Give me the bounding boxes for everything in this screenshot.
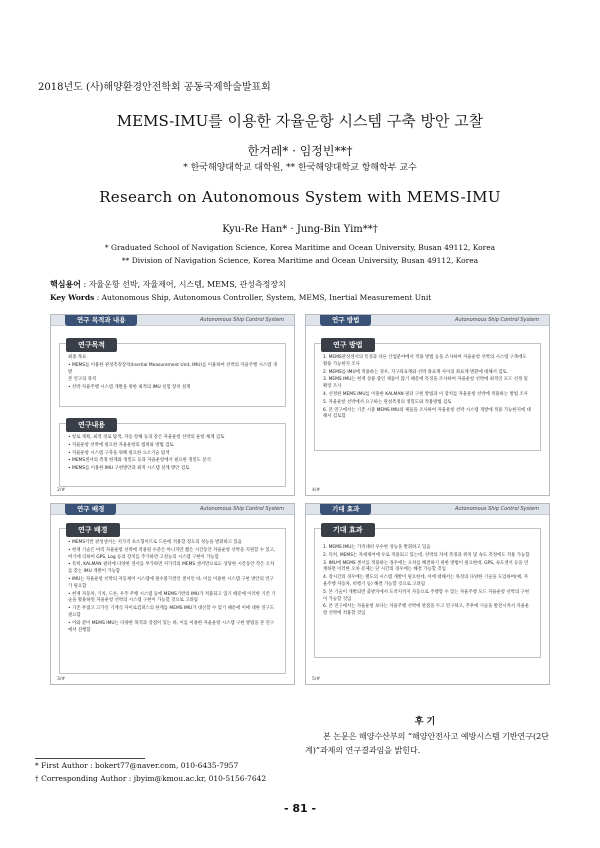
footnote-corresponding-author: † Corresponding Author : jbyim@kmou.ac.kr, 010-5156-7642 bbox=[35, 774, 267, 783]
section-body bbox=[60, 424, 285, 478]
list-item: • 자율운항 시스템 구축을 위해 필요한 요소기술 탐색 bbox=[68, 450, 170, 456]
authors-english: Kyu-Re Han* · Jung-Bin Yim**† bbox=[222, 224, 378, 235]
slide-tab: 기대 효과 bbox=[320, 504, 371, 515]
list-item: • 현재 기술은 아직 자율운항 선박에 적용될 수준은 아니지만 짧은 시간동안 자율운항 선박을 지원할 수 있고, 여기에 더하여 GPS, Log 등의 장치를 추가하면 고성능의 시스템 구현이 가능함 bbox=[68, 547, 276, 560]
affiliation-english-2: ** Division of Navigation Science, Korea Maritime and Ocean University, Busan 49112, Korea bbox=[121, 256, 479, 265]
list-item: 3. IMU에 MEMS 센서를 적용하는 경우에는 오차를 해결하기 위한 방법이 필요한데, GPS, 속도센서 등을 연계하면 이러한 오차 문제는 단 시간의 경우에는 해결 가능할 것임 bbox=[323, 560, 529, 573]
list-item: 1. MEMS IMU는 가격대비 우수한 성능을 발휘하고 있음 bbox=[323, 545, 431, 550]
keywords-korean-label: 핵심용어 bbox=[50, 279, 81, 289]
list-item: 1. MEMS관성센서의 특징과 다른 산업분야에서 적용 방법 등을 조사하여 자율운항 선박의 시스템 구축에도 활용 가능한지 조사 bbox=[323, 355, 527, 367]
list-item: • MEMS를 이용한 관성측정장치(Inertial Measurement Unit, IMU)를 이용하여 선박의 자율주행 시스템 개발 bbox=[68, 362, 277, 375]
list-item: 6. 본 연구에서는 기존 시중 MEMS IMU의 제품을 조사하여 자율운항 선박 시스템 개발에 적용 가능한지에 대해서 검토함 bbox=[323, 407, 531, 420]
slide-purpose-content bbox=[50, 314, 295, 496]
list-item: 4. 선정한 MEMS IMU를 이용한 KALMAN 필터 구현 방법과 이 장치를 자율운항 선박에 적용하는 방법 조사 bbox=[323, 391, 528, 397]
list-item: • 이와 같이 MEMS IMU는 다양한 목적과 장점이 있는 바, 이를 이용한 자율운항 시스템 구현 방법을 본 연구에서 진행함 bbox=[68, 620, 275, 633]
section-body bbox=[60, 529, 285, 639]
slide-page-number: 3/# bbox=[57, 677, 66, 682]
keywords-english-text: : Autonomous Ship, Autonomous Controller, System, MEMS, Inertial Measurement Unit bbox=[94, 293, 432, 302]
list-item: • IMU는 자율운항 선박의 자동제어 시스템에 필수불가결인 센서인 바, 이를 이용한 시스템 구현 방안의 연구가 필요함 bbox=[68, 576, 274, 589]
list-item: 6. 본 연구에서는 자율운항 보다는 자율주행 선박에 관점을 두고 연구하고, 추후에 기술을 발전시켜서 자율운항 선박에 적용할 것임 bbox=[323, 604, 530, 617]
section-heading: 연구 방법 bbox=[321, 338, 375, 352]
section-research-background bbox=[59, 528, 286, 674]
slide-tab: 연구 목적과 내용 bbox=[65, 315, 137, 326]
section-heading: 기대 효과 bbox=[321, 523, 375, 537]
keywords-english-label: Key Words bbox=[50, 293, 95, 302]
section-research-method bbox=[314, 343, 541, 451]
slide-tab: 연구 방법 bbox=[320, 315, 371, 326]
list-item: 2. 특히, MEMS는 자세제어에 우로 적용되고 있는데, 선박의 자세 측정과 위치 및 속도 측정에도 적용 가능함 bbox=[323, 552, 530, 558]
section-heading: 연구 배경 bbox=[66, 523, 120, 537]
list-item: 3. MEMS IMU는 현재 상용 중인 제품이 많기 때문에 특징을 조사하여 자율운항 선박에 최적인 모드 선정 및 확장 조사 bbox=[323, 377, 528, 390]
acknowledgement-text: 본 논문은 해양수산부의 “해양안전사고 예방시스템 기반연구(2단계)”과제의 연구결과임을 밝힌다. bbox=[305, 732, 549, 755]
slide-background bbox=[50, 503, 295, 685]
list-item: • 현재 자동차, 기차, 드론, 우주 주행 시스템 등에 MEMS기반의 IMU가 적용되고 있기 때문에 이러한 기존 기술을 활용하면 자율운항 선박의 시스템 구현이 가능할 것으로 고려됨 bbox=[68, 591, 276, 604]
conference-name: 2018년도 (사)해양환경안전학회 공동국제학술발표회 bbox=[38, 82, 271, 93]
section-heading: 연구목적 bbox=[66, 338, 117, 352]
keywords-english bbox=[50, 293, 431, 302]
section-body bbox=[315, 529, 540, 623]
title-english: Research on Autonomous System with MEMS-IMU bbox=[99, 188, 501, 206]
section-expected-effects bbox=[314, 528, 541, 658]
list-item: 최종 목표 bbox=[68, 355, 87, 360]
list-item: 5. 자율운항 선박에서 요구하는 관성측정의 정밀도와 적용방법 검토 bbox=[323, 399, 452, 405]
section-heading: 연구내용 bbox=[66, 418, 117, 432]
footnote-divider bbox=[35, 758, 145, 759]
acknowledgement-title: 후 기 bbox=[414, 717, 436, 727]
slide-brand: Autonomous Ship Control System bbox=[454, 506, 539, 512]
list-item: 2. MEMS를 IMU에 적용하는 경우, 지구좌표계와 선박 좌표계 사이의 좌표계 변환에 대해서 검토 bbox=[323, 369, 507, 375]
slide-page-number: 2/# bbox=[57, 488, 66, 493]
slide-brand: Autonomous Ship Control System bbox=[454, 317, 539, 323]
slide-header-bar bbox=[51, 504, 294, 515]
keywords-korean-text: : 자율운항 선박, 자율제어, 시스템, MEMS, 관성측정장치 bbox=[80, 280, 286, 289]
list-item: • 특히, KALMAN 필터에 다양한 센서를 부가하면 저가격의 MEMS 센서만으로도 상당한 시간동안 작은 오차를 갖는 IMU 개발이 가능함 bbox=[68, 562, 275, 575]
list-item: 본 연구의 목적 bbox=[68, 377, 97, 383]
list-item: • MEMS기반 관성센서는 저가격 초소형이므로 드론에 적용할 정도의 성능을 발휘하고 있음 bbox=[68, 540, 242, 545]
list-item: • 자율운항 선박에 필요한 자율운항의 범위와 방법 검토 bbox=[68, 442, 174, 448]
slide-header-bar bbox=[306, 504, 549, 515]
section-research-purpose bbox=[59, 343, 286, 407]
list-item: 4. 장시간의 경우에는 별도의 시스템 개발이 필요한데, 이에 대해서는 목성의 다양한 기술을 도입하여(예, 자율주행 자동차, 비행기 등) 해결 가능할 것으로 고려됨 bbox=[323, 575, 528, 587]
footnote-first-author: * First Author : bokert77@naver.com, 010-6435-7957 bbox=[35, 761, 239, 770]
keywords-korean bbox=[50, 279, 286, 290]
authors-korean: 한겨레* · 임정빈**† bbox=[247, 144, 353, 158]
slide-page-number: 4/# bbox=[312, 488, 321, 493]
list-item: 5. 본 기술이 개발되면 출발지에서 도착지까지 자동으로 주행할 수 있는 자율주행 모드 자율운항 선박의 구현이 가능할 것임 bbox=[323, 589, 530, 602]
section-body bbox=[315, 344, 540, 426]
slide-method bbox=[305, 314, 550, 496]
slide-brand: Autonomous Ship Control System bbox=[199, 317, 284, 323]
list-item: • 선박 자율주행 시스템 개발을 위한 최적의 IMU 실험 장치 설계 bbox=[68, 385, 191, 391]
slide-header-bar bbox=[51, 315, 294, 326]
affiliation-english-1: * Graduated School of Navigation Science, Korea Maritime and Ocean University, Busan 49112, Korea bbox=[104, 243, 496, 252]
affiliation-korean: * 한국해양대학교 대학원, ** 한국해양대학교 항해학부 교수 bbox=[183, 163, 417, 173]
slide-expected-effects bbox=[305, 503, 550, 685]
title-korean: MEMS-IMU를 이용한 자율운항 시스템 구축 방안 고찰 bbox=[116, 112, 484, 130]
list-item: • 항로 계획, 최적 경로 탐색, 자동 항해 등과 같은 자율운항 선박의 운항 체계 검토 bbox=[68, 435, 225, 440]
list-item: • MEMS를 이용한 IMU 구현방안과 최적 시스템 설계 방안 검토 bbox=[68, 466, 190, 472]
section-research-content bbox=[59, 423, 286, 487]
list-item: • 기존 무접고 고가인 기계식 자이로컴퍼스의 한계를 MEMS IMU가 대신할 수 있기 때문에 이에 대한 연구도 필요함 bbox=[68, 606, 275, 618]
slide-header-bar bbox=[306, 315, 549, 326]
page-number: - 81 - bbox=[283, 802, 317, 815]
slide-brand: Autonomous Ship Control System bbox=[199, 506, 284, 512]
list-item: • MEMS센서의 측정 한계와 정밀도 등과 자율운항에서 필요한 정밀도 분석 bbox=[68, 458, 211, 464]
slide-tab: 연구 배경 bbox=[65, 504, 116, 515]
slide-page-number: 5/# bbox=[312, 677, 321, 682]
